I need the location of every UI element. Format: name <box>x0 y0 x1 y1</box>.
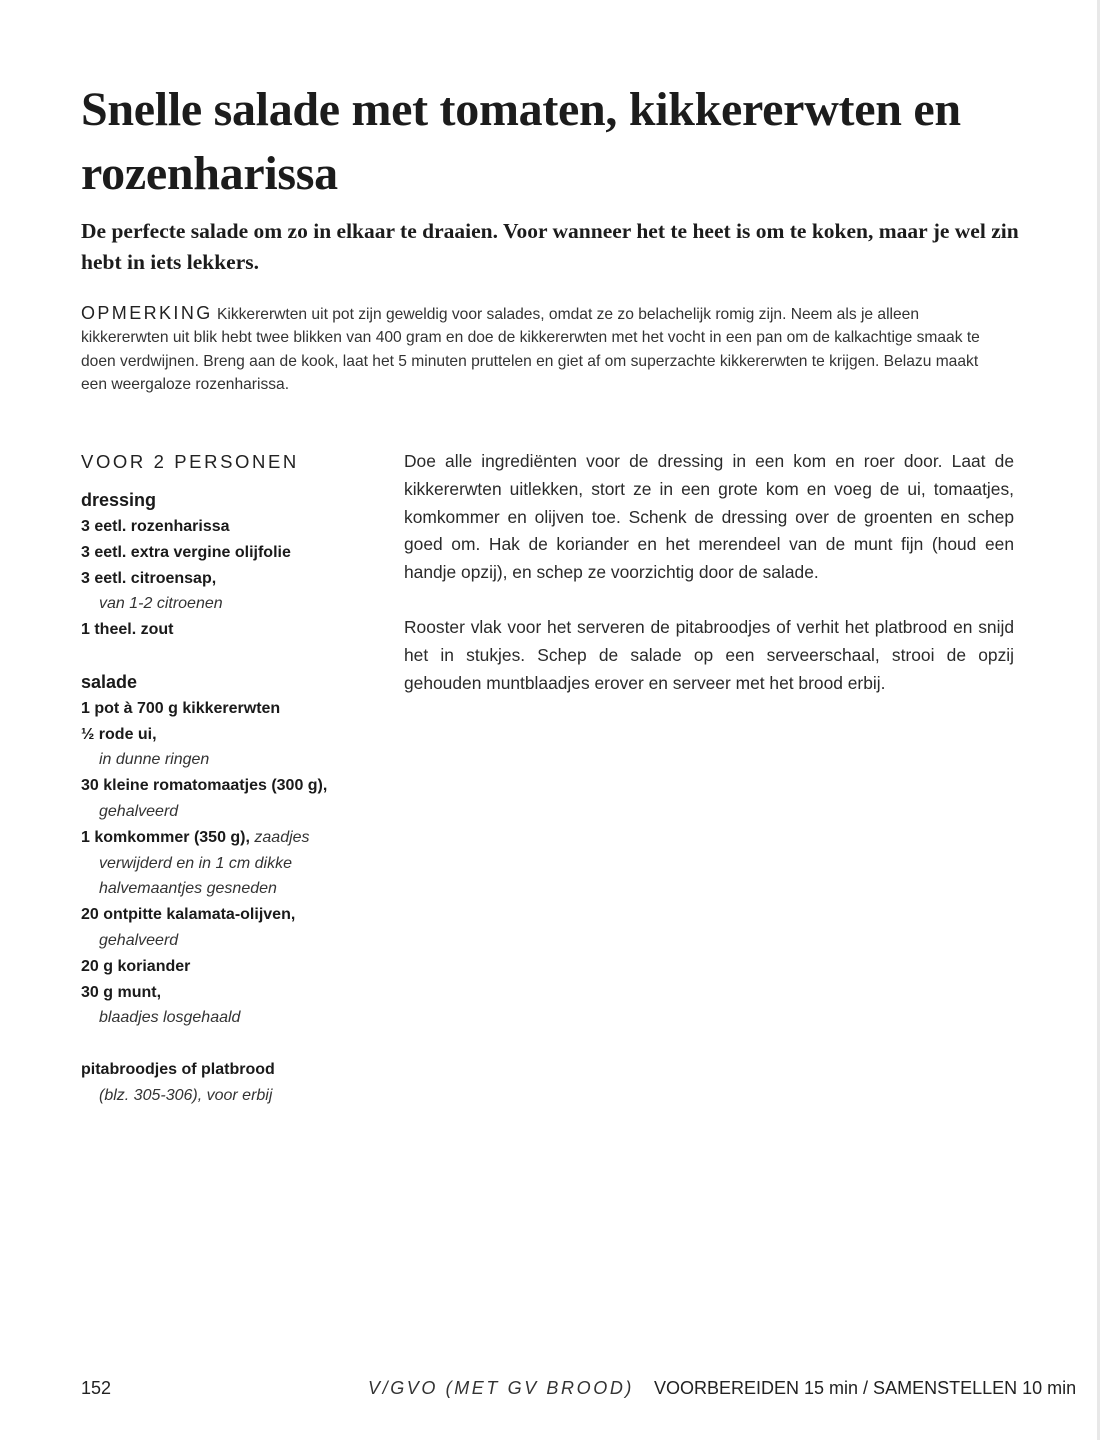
ingredient-note: in dunne ringen <box>99 751 210 769</box>
ingredient-note: van 1-2 citroenen <box>99 595 223 613</box>
ingredient-note: gehalveerd <box>99 931 179 949</box>
ingredient-item <box>81 540 381 566</box>
recipe-note <box>81 302 981 396</box>
ingredient-item <box>81 722 381 748</box>
ingredient-main: 20 ontpitte kalamata-olijven, <box>81 906 296 924</box>
ingredient-main: pitabroodjes of platbrood <box>81 1060 275 1078</box>
ingredient-note-line <box>81 591 381 617</box>
ingredient-note: (blz. 305-306), voor erbij <box>99 1086 273 1104</box>
ingredient-note-line <box>81 851 381 877</box>
method-paragraph: Rooster vlak voor het serveren de pitabroodjes of verhit het platbrood en snijd het in stukjes. Schep de salade op een serveerschaal, strooi de opzij gehouden muntblaadjes erover en serveer met het brood erbij. <box>404 617 1014 694</box>
ingredient-note-line <box>81 799 381 825</box>
page-number: 152 <box>81 1378 112 1398</box>
ingredient-main: 1 pot à 700 g kikkererwten <box>81 699 281 717</box>
ingredient-note-line <box>81 747 381 773</box>
ingredient-main: 1 komkommer (350 g), <box>81 828 250 846</box>
ingredient-note: blaadjes losgehaald <box>99 1009 241 1027</box>
ingredient-note: verwijderd en in 1 cm dikke <box>99 854 292 872</box>
ingredient-note-line <box>81 928 381 954</box>
ingredient-item <box>81 825 381 851</box>
ingredient-main: 1 theel. zout <box>81 621 174 639</box>
ingredient-group-heading: dressing <box>81 490 157 510</box>
ingredient-item <box>81 980 381 1006</box>
recipe-subtitle: De perfecte salade om zo in elkaar te draaien. Voor wanneer het te heet is om te koken, maar je wel zin hebt in iets lekkers. <box>81 219 1019 274</box>
ingredient-item <box>81 902 381 928</box>
timing-label: VOORBEREIDEN 15 min / SAMENSTELLEN 10 min <box>654 1378 1077 1398</box>
ingredient-item <box>81 773 381 799</box>
ingredient-note: halvemaantjes gesneden <box>99 880 277 898</box>
ingredient-note-line <box>81 1005 381 1031</box>
ingredient-note: gehalveerd <box>99 802 179 820</box>
ingredient-group-heading: salade <box>81 671 138 692</box>
ingredient-item <box>81 617 381 643</box>
ingredient-note-line <box>81 876 381 902</box>
ingredient-note-line <box>81 1083 381 1109</box>
ingredient-main: ½ rode ui, <box>81 725 157 743</box>
ingredient-item <box>81 954 381 980</box>
ingredient-note: zaadjes <box>254 828 310 846</box>
ingredient-group <box>81 1057 381 1109</box>
ingredient-item <box>81 566 381 592</box>
ingredient-item <box>81 514 381 540</box>
note-text: Kikkererwten uit pot zijn geweldig voor salades, omdat ze zo belachelijk romig zijn. Neem als je alleen kikkererwten uit blik hebt twee blikken van 400 gram en doe de kikkererwten met het vocht in een pan om de kalkachtige smaak te doen verdwijnen. Breng aan de kook, laat het 5 minuten pruttelen en giet af om superzachte kikkererwten te krijgen. Belazu maakt een weergaloze rozenharissa. <box>81 306 980 393</box>
ingredient-item <box>81 696 381 722</box>
diet-label: V/GVO (MET GV BROOD) <box>368 1378 635 1398</box>
ingredient-list <box>81 487 381 1134</box>
note-label: OPMERKING <box>81 303 213 323</box>
servings: VOOR 2 PERSONEN <box>81 451 299 472</box>
ingredient-main: 3 eetl. citroensap, <box>81 569 217 587</box>
method-paragraph: Doe alle ingrediënten voor de dressing in een kom en roer door. Laat de kikkererwten uitlekken, stort ze in een grote kom en voeg de ui, tomaatjes, komkommer en olijven toe. Schenk de dressing over de groenten en schep goed om. Hak de koriander en het merendeel van de munt fijn (houd een handje opzij), en schep ze voorzichtig door de salade. <box>404 451 1014 583</box>
ingredient-main: 30 kleine romatomaatjes (300 g), <box>81 777 328 795</box>
method-steps <box>404 448 1014 725</box>
ingredient-main: 3 eetl. rozenharissa <box>81 518 230 535</box>
ingredient-item <box>81 1057 381 1083</box>
ingredient-main: 20 g koriander <box>81 957 191 975</box>
ingredient-group <box>81 669 381 1031</box>
ingredient-group <box>81 487 381 643</box>
ingredient-main: 3 eetl. extra vergine olijfolie <box>81 543 291 561</box>
ingredient-main: 30 g munt, <box>81 983 162 1001</box>
recipe-title: Snelle salade met tomaten, kikkererwten en rozenharissa <box>81 83 961 200</box>
